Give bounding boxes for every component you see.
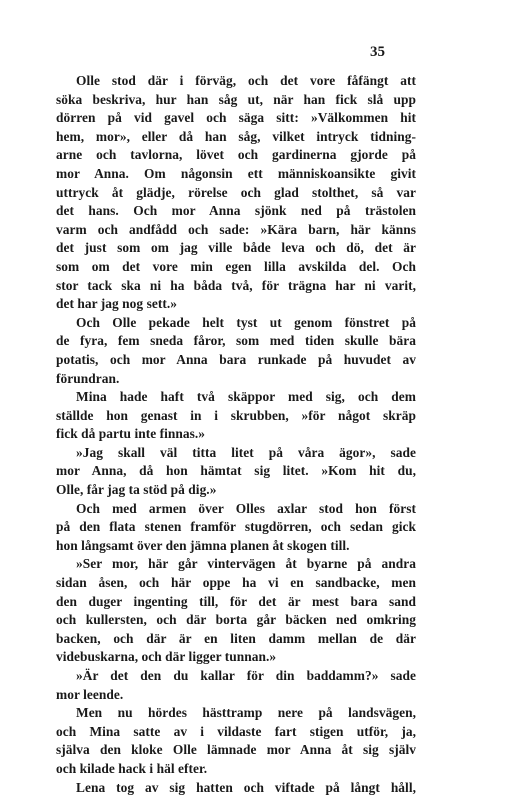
text-line: ställde hon genast in i skrubben, »för något skräp [56, 407, 416, 423]
text-line: stor tack ska ni ha båda två, för trägna har ni varit, [56, 277, 416, 293]
text-line: uttryck åt glädje, rörelse och glad stolthet, så var [56, 184, 416, 200]
text-line: mor Anna. Om någonsin ett människoansikte givit [56, 165, 416, 181]
text-line: det hans. Och mor Anna sjönk ned på trästolen [56, 203, 416, 219]
text-line: potatis, och mor Anna bara runkade på huvudet av [56, 351, 416, 367]
text-line: backen, och där är en liten damm mellan de där [56, 630, 416, 646]
text-line: Mina hade haft två skäppor med sig, och dem [76, 389, 416, 405]
text-line: Lena tog av sig hatten och viftade på långt håll, [76, 779, 416, 795]
text-line: dörren på vid gavel och säga sitt: »Välkommen hit [56, 110, 416, 126]
text-line: mor leende. [56, 686, 124, 702]
text-line: Och Olle pekade helt tyst ut genom fönstret på [76, 314, 416, 330]
text-line: de fyra, fem sneda fåror, som med tiden skulle bära [56, 333, 416, 349]
text-line: det har jag nog sett.» [56, 296, 177, 312]
text-line: Olle, får jag ta stöd på dig.» [56, 482, 217, 498]
text-line: arne och tavlorna, lövet och gardinerna gjorde på [56, 147, 416, 163]
text-line: den duger ingenting till, för det är mest bara sand [56, 593, 416, 609]
text-line: »Ser mor, här går vintervägen åt byarne på andra [76, 556, 416, 572]
text-line: sidan åsen, och här oppe ha vi en sandbacke, men [56, 575, 416, 591]
text-line: hem, mor», eller då han såg, vilket intryck tidning- [56, 128, 416, 144]
text-line: förundran. [56, 370, 120, 386]
text-line: mor Anna, då hon hämtat sig litet. »Kom hit du, [56, 463, 416, 479]
text-line: Och med armen över Olles axlar stod hon först [76, 500, 416, 516]
text-line: som om det vore min egen lilla avskilda del. Och [56, 258, 416, 274]
text-line: Olle stod där i förväg, och det vore fåfängt att [76, 73, 416, 88]
text-line: själva den kloke Olle lämnade mor Anna åt sig själv [56, 742, 416, 758]
text-line: hon långsamt över den jämna planen åt skogen till. [56, 537, 350, 553]
text-line: söka beskriva, hur han såg ut, när han fick slå upp [56, 91, 416, 107]
text-line: varm och andfådd och sade: »Kära barn, här känns [56, 221, 416, 237]
text-line: det just som om jag ville både leva och dö, det är [56, 240, 416, 256]
text-line: fick då partu inte finnas.» [56, 426, 206, 442]
text-line: på den flata stenen framför stugdörren, och sedan gick [56, 519, 416, 535]
text-line: Men nu hördes hästtramp nere på landsvägen, [76, 705, 416, 721]
text-line: och Mina satte av i vildaste fart stigen utför, ja, [56, 723, 416, 739]
text-line: »Är det den du kallar för din baddamm?» sade [76, 668, 416, 683]
body-text [56, 72, 416, 797]
page-number: 35 [370, 44, 385, 60]
text-line: och kilade hack i häl efter. [56, 760, 208, 776]
text-line: och kullersten, och där borta går bäcken ned omkring [56, 612, 416, 628]
text-line: videbuskarna, och där ligger tunnan.» [56, 649, 277, 665]
text-line: »Jag skall väl titta litet på våra ägor», sade [76, 444, 416, 460]
